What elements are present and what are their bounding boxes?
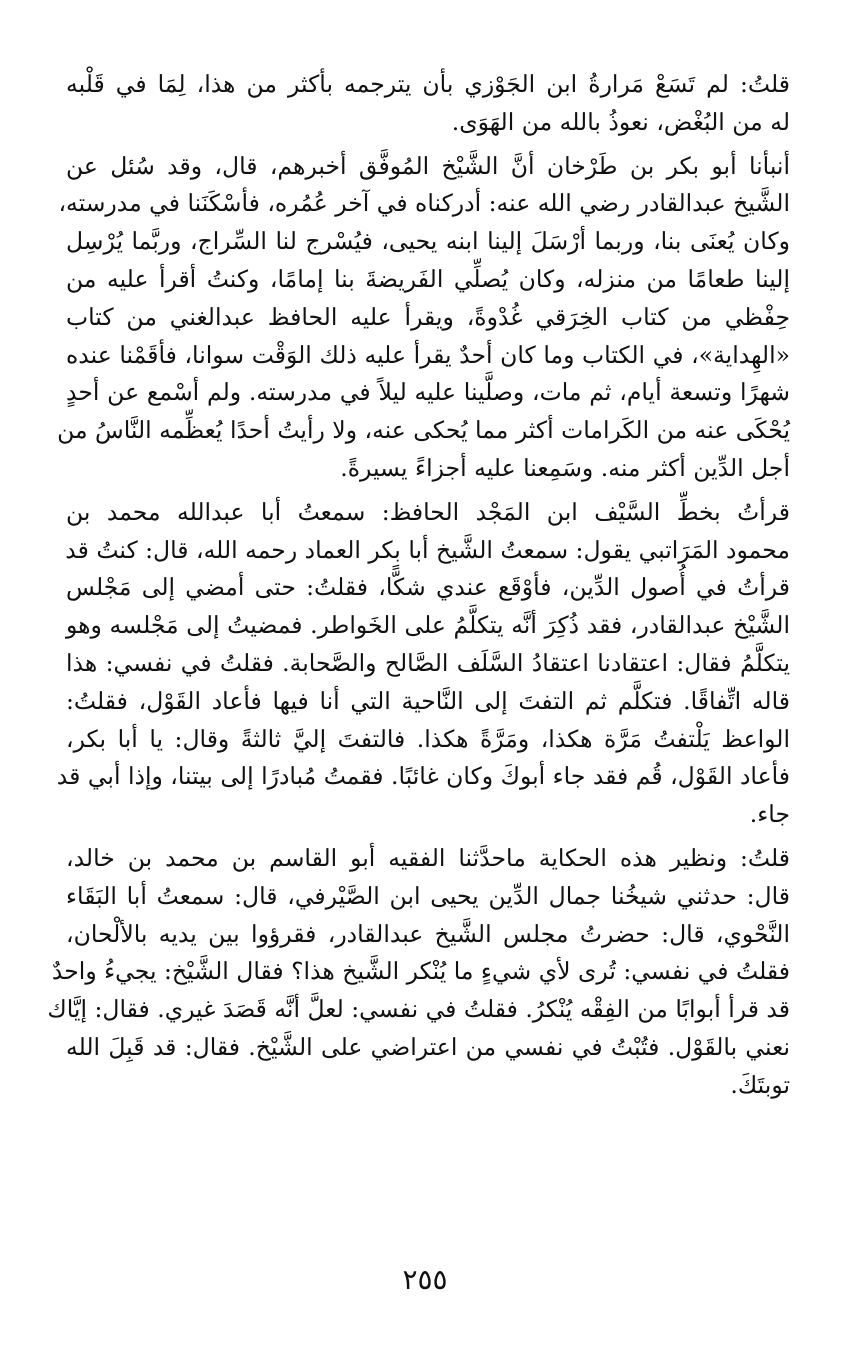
text-line: الشَّيخ عبدالقادر رضي الله عنه: أدركناه في آخر عُمُره، فأسْكَنَنا في مدرسته،: [58, 189, 790, 218]
text-line: أجل الدِّين أكثر منه. وسَمِعنا عليه أجزاءً يسيرةً.: [340, 453, 790, 482]
page-number: ٢٥٥: [402, 1263, 448, 1296]
page-body: [47, 66, 790, 1111]
text-line: حِفْظي من كتاب الخِرَقي غُدْوةً، ويقرأ عليه الحافظ عبدالغني من كتاب: [66, 302, 790, 331]
text-line: الشَّيْخ عبدالقادر، فقد ذُكِرَ أنَّه يتكلَّمُ على الخَواطر. فمضيتُ إلى مَجْلسه وهو: [66, 611, 790, 640]
text-line: فقلتُ في نفسي: تُرى لأي شيءٍ ما يُنْكر الشَّيخ هذا؟ فقال الشَّيْخ: يجيءُ واحدٌ: [51, 957, 790, 986]
paragraph-4: [47, 840, 790, 1105]
text-line: قرأتُ في أُصول الدِّين، فأوْقَع عندي شكًّا، فقلتُ: حتى أمضي إلى مَجْلس: [66, 573, 790, 602]
text-line: «الهِداية»، في الكتاب وما كان أحدٌ يقرأ عليه ذلك الوَقْت سوانا، فأقَمْنا عنده: [66, 340, 790, 369]
text-line: محمود المَرَاتبي يقول: سمعتُ الشَّيخ أبا بكر العماد رحمه الله، قال: كنتُ قد: [65, 535, 790, 564]
text-line: نعني بالقَوْل. فتُبْتُ في نفسي من اعتراضي على الشَّيْخ. فقال: قد قَبِلَ الله: [66, 1032, 790, 1061]
text-line: وكان يُعنَى بنا، وربما أرْسَلَ إلينا ابنه يحيى، فيُسْرج لنا السِّراج، وربَّما يُرْسِل: [66, 227, 790, 256]
text-line: الواعظ يَلْتفتُ مَرَّة هكذا، ومَرَّةً هكذا. فالتفتَ إليَّ ثالثةً وقال: يا أبا بكر،: [66, 724, 790, 753]
text-line: له من البُغْض، نعوذُ بالله من الهَوَى.: [451, 107, 790, 136]
text-line: توبتَكَ.: [730, 1070, 790, 1099]
text-line: قد قرأ أبوابًا من الفِقْه يُنْكرُ. فقلتُ في نفسي: لعلَّ أنَّه قَصَدَ غيري. فقال: إيَّاك: [47, 995, 790, 1024]
text-line: قلتُ: ونظير هذه الحكاية ماحدَّثنا الفقيه أبو القاسم بن محمد بن خالد،: [66, 843, 790, 872]
paragraph-2: [57, 148, 790, 488]
text-line: شهرًا وتسعة أيام، ثم مات، وصلَّينا عليه ليلاً في مدرسته. ولم أسْمع عن أحدٍ: [66, 378, 790, 407]
text-line: يُحْكَى عنه من الكَرامات أكثر مما يُحكى عنه، ولا رأيتُ أحدًا يُعظِّمه النَّاسُ من: [57, 416, 790, 445]
text-line: يتكلَّمُ فقال: اعتقادنا اعتقادُ السَّلَف الصَّالح والصَّحابة. فقلتُ في نفسي: هذا: [66, 648, 790, 677]
text-line: أنبأنا أبو بكر بن طَرْخان أنَّ الشَّيْخ المُوفَّق أخبرهم، قال، وقد سُئل عن: [66, 151, 790, 180]
text-line: جاء.: [749, 800, 790, 829]
text-line: النَّحْوي، قال: حضرتُ مجلس الشَّيخ عبدالقادر، فقرؤوا بين يديه بالألْحان،: [66, 919, 790, 948]
text-line: قال: حدثني شيخُنا جمال الدِّين يحيى ابن الصَّيْرفي، قال: سمعتُ أبا البَقَاء: [66, 881, 790, 910]
text-line: قرأتُ بخطِّ السَّيْف ابن المَجْد الحافظ: سمعتُ أبا عبدالله محمد بن: [66, 497, 790, 526]
text-line: إلينا طعامًا من منزله، وكان يُصلِّي الفَريضةَ بنا إمامًا، وكنتُ أقرأ عليه من: [66, 264, 790, 293]
paragraph-1: [66, 66, 790, 142]
text-line: قاله اتِّفاقًا. فتكلَّم ثم التفتَ إلى النَّاحية التي أنا فيها فأعاد القَوْل، فقلتُ:: [66, 686, 790, 715]
text-line: قلتُ: لم تَسَعْ مَرارةُ ابن الجَوْزي بأن يترجمه بأكثر من هذا، لِمَا في قَلْبه: [66, 70, 790, 98]
text-line: فأعاد القَوْل، قُم فقد جاء أبوكَ وكان غائبًا. فقمتُ مُبادرًا إلى بيتنا، وإذا أبي قد: [56, 762, 790, 791]
paragraph-3: [56, 494, 790, 834]
